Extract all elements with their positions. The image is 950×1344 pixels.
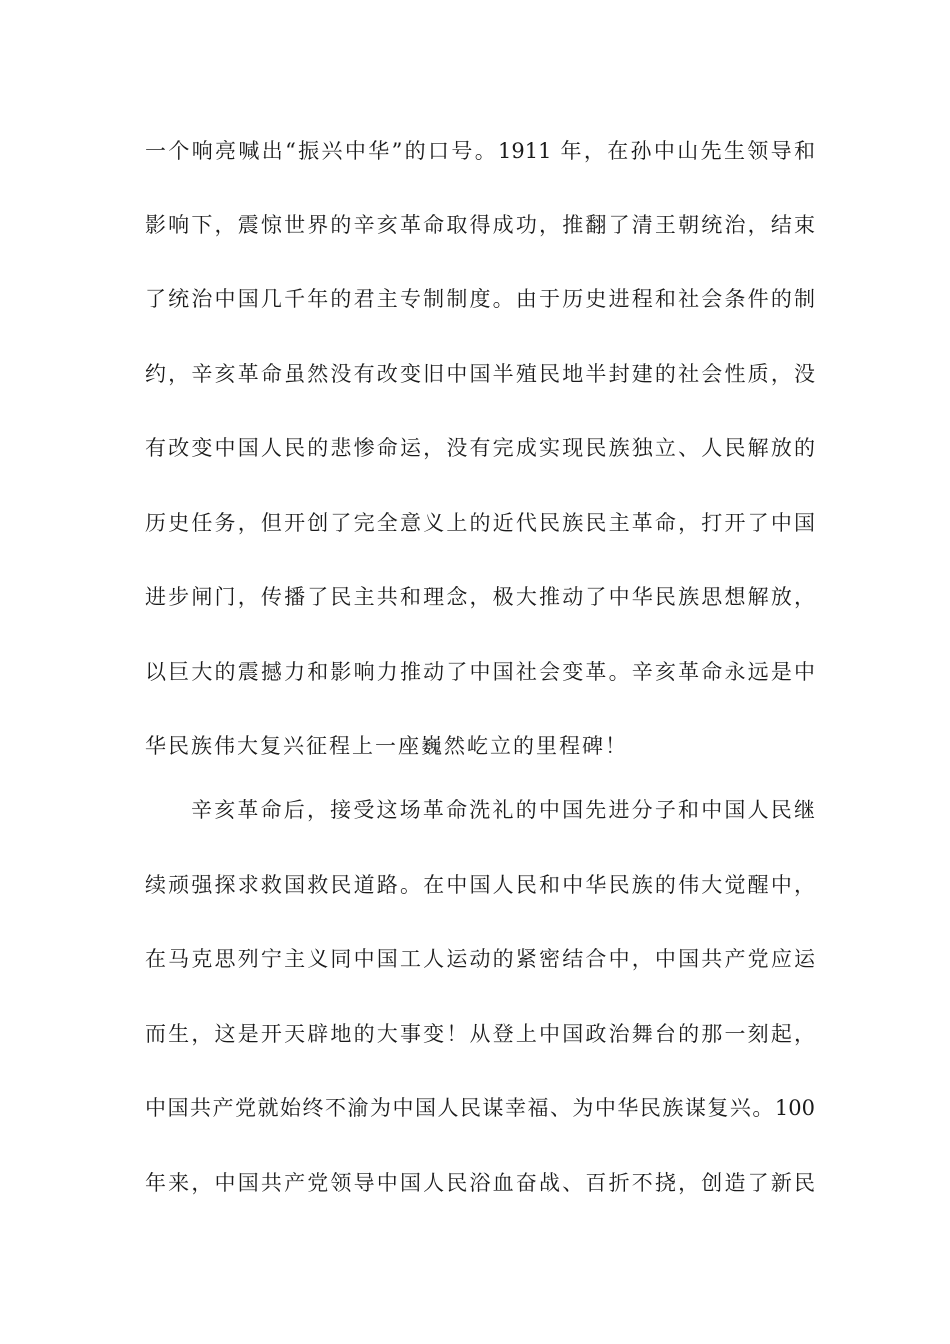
paragraph-line: 中国共产党就始终不渝为中国人民谋幸福、为中华民族谋复兴。100	[145, 1096, 815, 1120]
paragraph-first-line: 辛亥革命后，接受这场革命洗礼的中国先进分子和中国人民继	[191, 798, 815, 822]
paragraph-line: 在马克思列宁主义同中国工人运动的紧密结合中，中国共产党应运	[145, 947, 815, 971]
paragraph-line: 年来，中国共产党领导中国人民浴血奋战、百折不挠，创造了新民	[145, 1171, 815, 1195]
paragraph-line: 一个响亮喊出“振兴中华”的口号。1911 年，在孙中山先生领导和	[145, 139, 815, 163]
paragraph-line: 续顽强探求救国救民道路。在中国人民和中华民族的伟大觉醒中，	[145, 873, 815, 897]
paragraph-line: 历史任务，但开创了完全意义上的近代民族民主革命，打开了中国	[145, 511, 815, 535]
paragraph-line: 进步闸门，传播了民主共和理念，极大推动了中华民族思想解放，	[145, 585, 815, 609]
paragraph-line: 而生，这是开天辟地的大事变！从登上中国政治舞台的那一刻起，	[145, 1022, 815, 1046]
paragraph-line: 华民族伟大复兴征程上一座巍然屹立的里程碑！	[145, 734, 628, 758]
paragraph-line: 了统治中国几千年的君主专制制度。由于历史进程和社会条件的制	[145, 287, 815, 311]
paragraph-line: 约，辛亥革命虽然没有改变旧中国半殖民地半封建的社会性质，没	[145, 362, 815, 386]
paragraph-line: 有改变中国人民的悲惨命运，没有完成实现民族独立、人民解放的	[145, 436, 815, 460]
paragraph-line: 影响下，震惊世界的辛亥革命取得成功，推翻了清王朝统治，结束	[145, 213, 815, 237]
paragraph-line: 以巨大的震撼力和影响力推动了中国社会变革。辛亥革命永远是中	[145, 660, 815, 684]
